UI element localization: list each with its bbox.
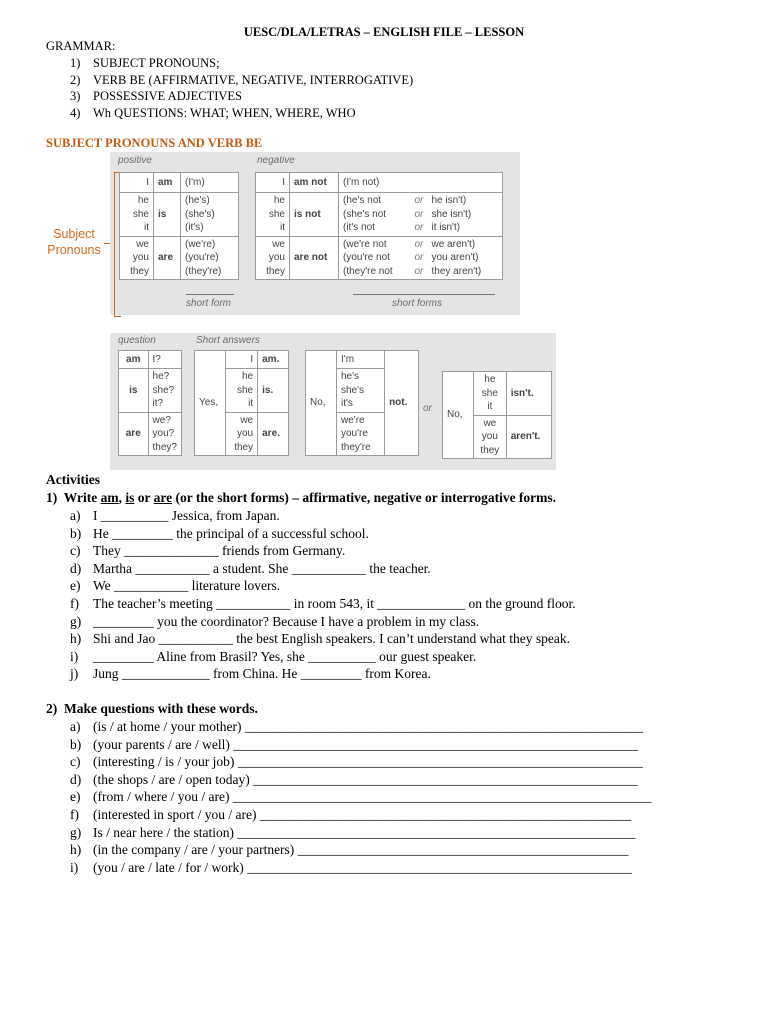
list-item: d) Martha ___________ a student. She ___________ the teacher. [70,560,431,576]
subject-pronouns-label: Subject Pronouns [47,227,101,257]
negative-label: negative [257,155,295,166]
list-item: 2) VERB BE (AFFIRMATIVE, NEGATIVE, INTERROGATIVE) [70,72,414,87]
yes-answers-table: Yes, I am. he she it is. we you they are. [194,350,289,456]
no-answers-table: No, I'm not. he's she's it's we're you're they're [305,350,419,456]
question-label: question [118,335,156,346]
short-form-label: short form [186,298,232,309]
question-table: am I? is he? she? it? are we? you? they? [118,350,182,456]
list-item: g) Is / near here / the station) ___________________________________________________________ [70,824,636,840]
question-1-items [70,507,576,683]
list-item: e) We ___________ literature lovers. [70,578,281,594]
list-item: h) Shi and Jao ___________ the best English speakers. I can’t understand what they speak. [70,631,571,647]
grammar-label: GRAMMAR: [46,39,116,53]
divider [353,294,495,295]
negative-table: I am not (I'm not) he she it is not (he's not (she's not (it's not or or or he isn't) she isn't) it isn't) we you they are not (we're not (you're not (they're not or or or we aren't) you aren't) they aren't) [255,172,503,280]
list-item: j) Jung _____________ from China. He _________ from Korea. [70,666,431,682]
list-item: g) _________ you the coordinator? Because I have a problem in my class. [70,613,480,629]
verb-be-table-image [110,152,520,315]
no-contracted-table: No, he she it isn't. we you they aren't. [442,371,552,459]
short-answers-image [110,333,556,470]
list-item: a) (is / at home / your mother) ___________________________________________________________ [70,719,644,734]
question-1-heading: 1) Write am, is or are (or the short forms) – affirmative, negative or interrogative forms. [46,490,557,505]
positive-table: I am (I'm) he she it is (he's) (she's) (it's) we you they are (we're) (you're) (they're) [119,172,239,280]
list-item: 1) SUBJECT PRONOUNS; [70,56,220,70]
list-item: b) (your parents / are / well) ____________________________________________________________ [70,736,639,752]
list-item: a) I __________ Jessica, from Japan. [70,508,280,523]
list-item: c) They ______________ friends from Germany. [70,543,346,559]
page-title: UESC/DLA/LETRAS – ENGLISH FILE – LESSON [243,25,525,39]
positive-label: positive [118,155,152,166]
question-2-heading: 2) Make questions with these words. [46,701,258,716]
list-item: d) (the shops / are / open today) _________________________________________________________ [70,771,638,787]
list-item: e) (from / where / you / are) ______________________________________________________________ [70,789,652,805]
divider [186,294,234,295]
or-label: or [423,403,432,414]
grammar-list [70,55,413,121]
list-item: b) He _________ the principal of a successful school. [70,525,369,541]
activities-title: Activities [46,472,100,487]
list-item: f) (interested in sport / you / are) _______________________________________________________ [70,806,632,822]
question-2-items [70,718,651,876]
short-answers-label: Short answers [196,335,260,346]
list-item: 3) POSSESSIVE ADJECTIVES [70,89,242,103]
list-item: f) The teacher’s meeting ___________ in room 543, it _____________ on the ground floor. [70,595,576,611]
list-item: i) (you / are / late / for / work) _________________________________________________________ [70,859,632,875]
list-item: c) (interesting / is / your job) ____________________________________________________________ [70,754,643,770]
list-item: 4) Wh QUESTIONS: WHAT; WHEN, WHERE, WHO [70,105,356,120]
list-item: i) _________ Aline from Brasil? Yes, she __________ our guest speaker. [70,648,477,664]
section-title: SUBJECT PRONOUNS AND VERB BE [46,136,263,150]
short-forms-label: short forms [392,298,443,309]
list-item: h) (in the company / are / your partners) _________________________________________________ [70,842,629,858]
